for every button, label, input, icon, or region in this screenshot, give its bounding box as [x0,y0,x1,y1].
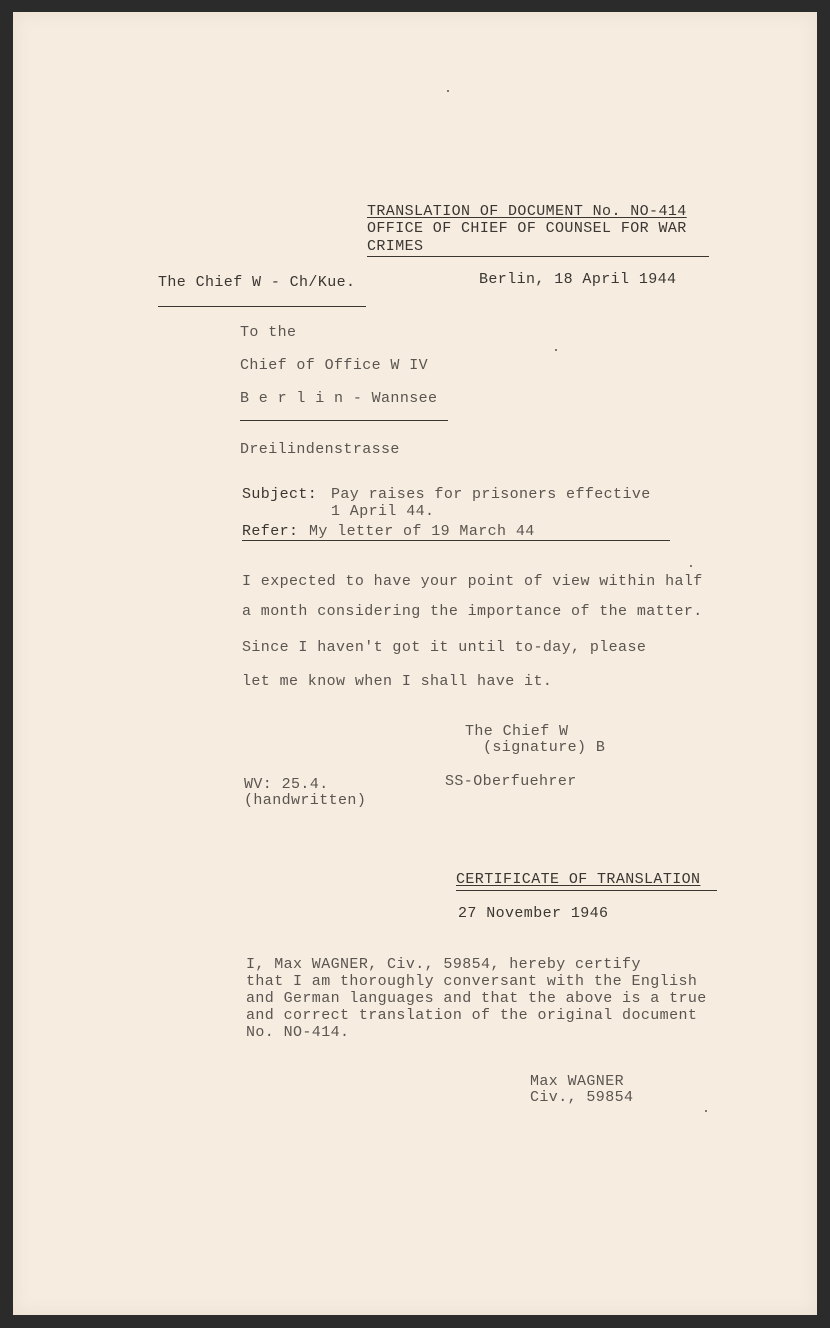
body-line-1: I expected to have your point of view within half [242,573,703,590]
handwritten-note-label: (handwritten) [244,792,367,809]
recipient-to: To the [240,324,297,341]
translator-name: Max WAGNER [530,1073,625,1090]
body-line-4: let me know when I shall have it. [242,673,553,690]
translator-id: Civ., 59854 [530,1089,634,1106]
certificate-line-2: that I am thoroughly conversant with the English [246,973,698,990]
body-line-3: Since I haven't got it until to-day, please [242,639,647,656]
header-title: TRANSLATION OF DOCUMENT No. NO-414 [367,203,687,220]
signature-rank: SS-Oberfuehrer [445,773,577,790]
subject-effective-date: 1 April 44. [331,503,435,520]
sender-rule [158,306,366,307]
reference-label: Refer: [242,523,299,540]
certificate-rule [456,890,717,891]
subject-label: Subject: [242,486,318,503]
header-office: OFFICE OF CHIEF OF COUNSEL FOR WAR [367,220,687,237]
body-line-2: a month considering the importance of the matter. [242,603,703,620]
document-page [13,12,817,1315]
certificate-line-5: No. NO-414. [246,1024,350,1041]
signature-title: The Chief W [465,723,569,740]
certificate-line-4: and correct translation of the original document [246,1007,698,1024]
certificate-date: 27 November 1946 [458,905,609,922]
paper-speck [690,565,692,567]
recipient-rule [240,420,448,421]
subject-text: Pay raises for prisoners effective [331,486,651,503]
place-date: Berlin, 18 April 1944 [479,271,677,288]
header-rule [367,256,709,257]
sender-reference: The Chief W - Ch/Kue. [158,274,356,291]
paper-speck [447,90,449,92]
reference-rule [242,540,670,541]
paper-speck [555,349,557,351]
signature-note: (signature) B [483,739,606,756]
reference-text: My letter of 19 March 44 [309,523,535,540]
certificate-line-3: and German languages and that the above is a true [246,990,707,1007]
recipient-city: B e r l i n - Wannsee [240,390,438,407]
paper-speck [705,1110,707,1112]
recipient-office: Chief of Office W IV [240,357,429,374]
recipient-street: Dreilindenstrasse [240,441,400,458]
header-crimes: CRIMES [367,238,424,255]
certificate-line-1: I, Max WAGNER, Civ., 59854, hereby certify [246,956,641,973]
certificate-title: CERTIFICATE OF TRANSLATION [456,871,701,888]
handwritten-note: WV: 25.4. [244,776,329,793]
